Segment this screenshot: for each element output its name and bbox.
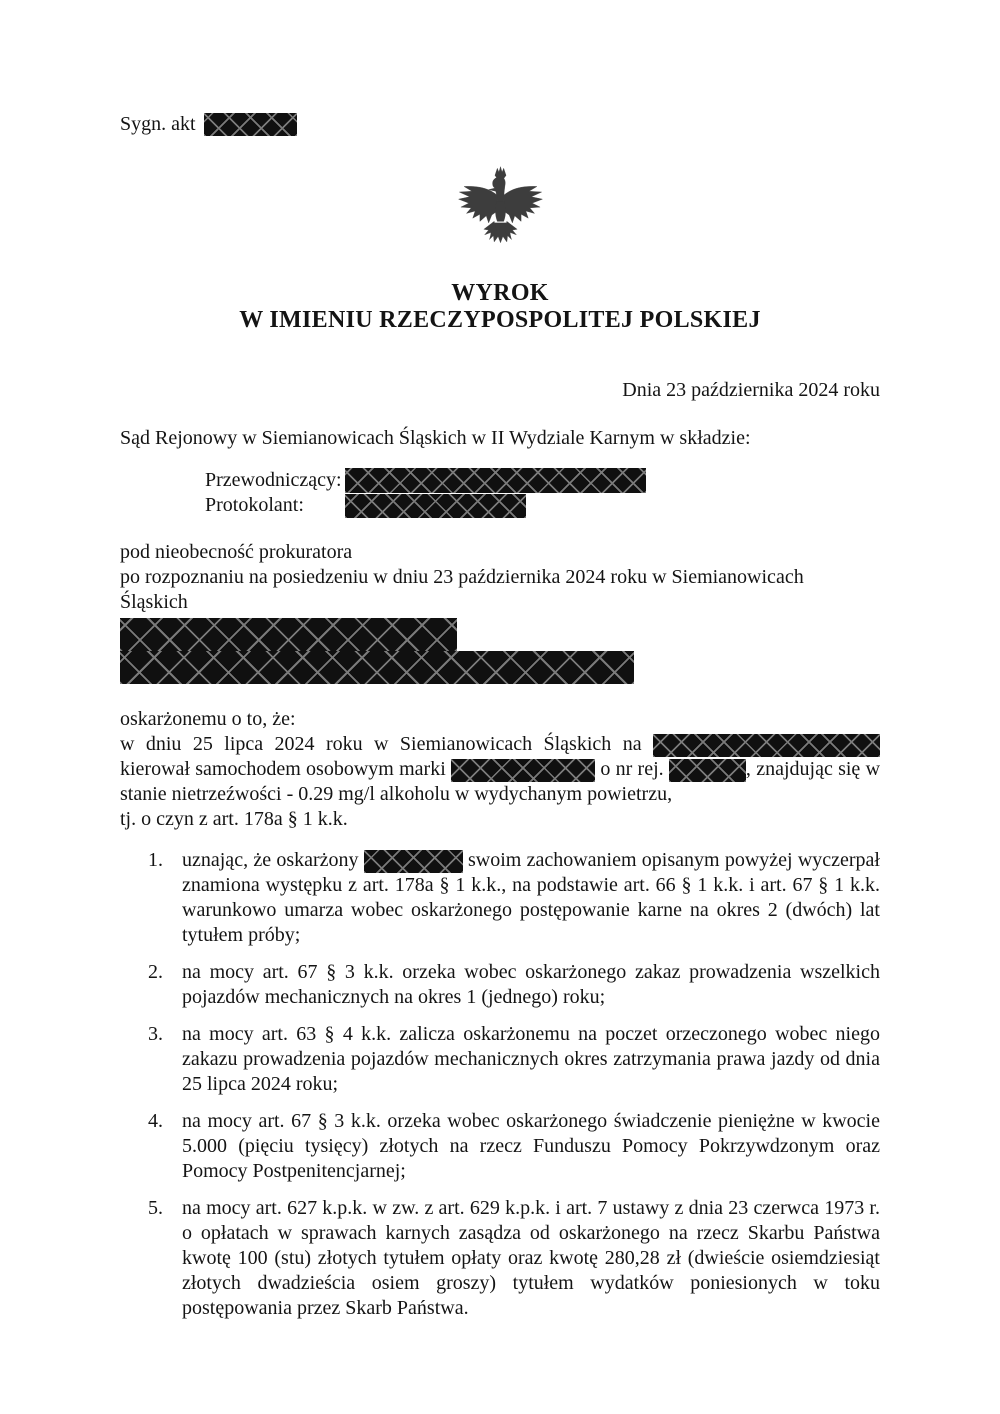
redacted-presiding-judge-name — [345, 468, 646, 493]
redacted-defendant-line-1 — [120, 618, 457, 651]
ruling-text-2: na mocy art. 67 § 3 k.k. orzeka wobec oskarżonego zakaz prowadzenia wszelkich pojazdów mechanicznych na okres 1 (jednego) roku; — [182, 961, 880, 1008]
rulings-list — [120, 848, 880, 1321]
redacted-defendant-block — [120, 618, 880, 684]
prosecutor-absence-line: pod nieobecność prokuratora — [120, 541, 353, 563]
hearing-line-2: Śląskich — [120, 591, 188, 613]
ruling-item-3 — [148, 1022, 880, 1097]
ruling-text-1 — [182, 848, 880, 948]
judgment-date: Dnia 23 października 2024 roku — [622, 379, 880, 401]
ruling-number-5: 5. — [148, 1197, 163, 1219]
redacted-defendant-line-2 — [120, 651, 634, 684]
emblem-container — [120, 165, 880, 265]
hearing-info — [120, 540, 880, 615]
ruling-number-1: 1. — [148, 849, 163, 871]
judgment-subtitle: W IMIENIU RZECZYPOSPOLITEJ POLSKIEJ — [239, 307, 761, 333]
redacted-registration-number — [669, 759, 746, 782]
redacted-court-clerk-name — [345, 494, 526, 518]
ruling-text-3: na mocy art. 63 § 4 k.k. zalicza oskarżonemu na poczet orzeczonego wobec niego zakazu prowadzenia pojazdów mechanicznych okres zatrzymania prawa jazdy od dnia 25 lipca 2024 roku; — [182, 1023, 880, 1095]
case-reference-row — [120, 112, 880, 137]
ruling-text-4: na mocy art. 67 § 3 k.k. orzeka wobec oskarżonego świadczenie pieniężne w kwocie 5.000 (pięciu tysięcy) złotych na rzecz Funduszu Pomocy Pokrzywdzonym oraz Pomocy Postpenitencjarnej; — [182, 1110, 880, 1182]
ruling-number-2: 2. — [148, 961, 163, 983]
charge-line-1-text: w dniu 25 lipca 2024 roku w Siemianowicach Śląskich na — [120, 733, 642, 755]
ruling-item-4 — [148, 1109, 880, 1184]
court-composition-intro: Sąd Rejonowy w Siemianowicach Śląskich w II Wydziale Karnym w składzie: — [120, 427, 751, 449]
charge-section — [120, 707, 880, 832]
ruling-item-5 — [148, 1196, 880, 1321]
court-clerk-row — [205, 493, 880, 518]
ruling-item-1 — [148, 848, 880, 948]
polish-eagle-emblem-icon — [453, 165, 548, 265]
case-reference-label: Sygn. akt — [120, 113, 196, 135]
hearing-line-1: po rozpoznaniu na posiedzeniu w dniu 23 października 2024 roku w Siemianowicach — [120, 566, 804, 588]
redacted-street-name — [653, 734, 880, 757]
charge-line-2-part-1: kierował samochodem osobowym marki — [120, 758, 446, 780]
judgment-title: WYROK — [451, 280, 549, 306]
charge-line-4: tj. o czyn z art. 178a § 1 k.k. — [120, 808, 348, 830]
ruling-number-4: 4. — [148, 1110, 163, 1132]
redacted-case-number — [204, 113, 297, 136]
charge-line-2-part-3: , znajdując się w — [745, 758, 881, 780]
redacted-defendant-name — [364, 850, 463, 873]
charge-line-1 — [120, 732, 880, 757]
court-composition — [205, 468, 880, 518]
ruling-1-text-before: uznając, że oskarżony — [182, 849, 359, 871]
charge-intro: oskarżonemu o to, że: — [120, 708, 296, 730]
ruling-1-text-after: swoim zachowaniem opisanym powyżej wyczerpał znamiona występku z art. 178a § 1 k.k., na podstawie art. 66 § 1 k.k. i art. 67 § 1 k.k. warunkowo umarza wobec oskarżonego postępowanie karne na okres 2 (dwóch) lat tytułem próby; — [182, 849, 880, 946]
ruling-text-5: na mocy art. 627 k.p.k. w zw. z art. 629 k.p.k. i art. 7 ustawy z dnia 23 czerwca 1973 r. o opłatach w sprawach karnych zasądza od oskarżonego na rzecz Skarbu Państwa kwotę 100 (stu) złotych tytułem opłaty oraz kwotę 280,28 zł (dwieście osiemdziesiąt złotych dwadzieścia osiem groszy) tytułem wydatków poniesionych w toku postępowania przez Skarb Państwa. — [182, 1197, 880, 1319]
court-clerk-label: Protokolant: — [205, 494, 304, 516]
charge-line-3: stanie nietrzeźwości - 0.29 mg/l alkoholu w wydychanym powietrzu, — [120, 783, 673, 805]
charge-line-2-part-2: o nr rej. — [600, 758, 664, 780]
redacted-car-make — [451, 759, 595, 782]
ruling-number-3: 3. — [148, 1023, 163, 1045]
title-block — [120, 280, 880, 334]
ruling-item-2 — [148, 960, 880, 1010]
charge-line-2 — [120, 757, 880, 782]
presiding-judge-row — [205, 468, 880, 493]
presiding-judge-label: Przewodniczący: — [205, 469, 342, 491]
